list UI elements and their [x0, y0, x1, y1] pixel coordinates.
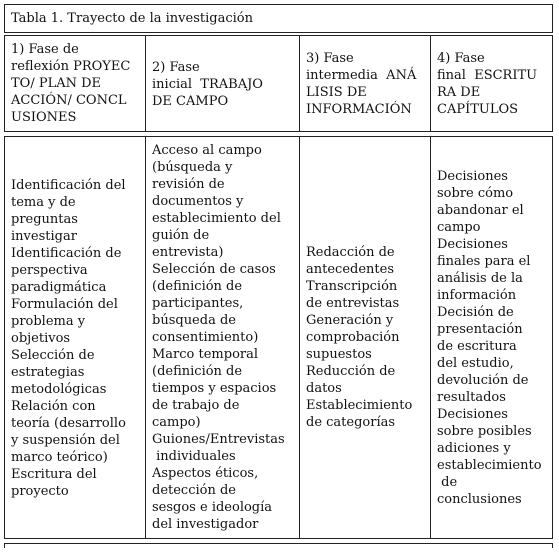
- body-line: guión de: [152, 228, 210, 243]
- body-line: Redacción de: [306, 245, 395, 260]
- header-line: inicial TRABAJO: [152, 77, 263, 92]
- header-line: DE CAMPO: [152, 94, 229, 109]
- body-line: del estudio,: [437, 356, 514, 371]
- phases-table: [4, 35, 553, 548]
- body-line: tema y de: [11, 195, 76, 210]
- body-line: Formulación del: [11, 297, 118, 312]
- body-line: datos: [306, 381, 342, 396]
- body-line: resultados: [437, 390, 506, 405]
- header-text-phase-2: [152, 59, 295, 110]
- body-line: sesgos e ideología: [152, 500, 273, 515]
- body-line: Guiones/Entrevistas: [152, 432, 285, 447]
- body-line: Identificación del: [11, 178, 126, 193]
- body-line: conclusiones: [437, 492, 522, 507]
- header-line: INFORMACIÓN: [306, 102, 412, 117]
- body-line: entrevista): [152, 245, 224, 260]
- table-figure: [4, 4, 553, 548]
- body-line: marco teórico): [11, 450, 108, 465]
- body-text-phase-1: [11, 177, 141, 500]
- body-line: campo: [437, 220, 481, 235]
- body-line: Selección de casos: [152, 262, 276, 277]
- body-line: devolución de: [437, 373, 529, 388]
- footer-spacer-row: [4, 543, 553, 548]
- body-line: de entrevistas: [306, 296, 400, 311]
- body-line: Selección de: [11, 348, 95, 363]
- body-line: paradigmática: [11, 280, 107, 295]
- body-line: Aspectos éticos,: [152, 466, 259, 481]
- body-line: Marco temporal: [152, 347, 259, 362]
- body-cell-phase-1: [4, 136, 146, 539]
- body-line: Reducción de: [306, 364, 396, 379]
- header-line: 2) Fase: [152, 60, 200, 75]
- body-line: análisis de la: [437, 271, 523, 286]
- body-line: información: [437, 288, 517, 303]
- body-line: Escritura del: [11, 467, 97, 482]
- body-line: consentimiento): [152, 330, 259, 345]
- body-line: individuales: [152, 449, 236, 464]
- body-line: antecedentes: [306, 262, 394, 277]
- body-line: Relación con: [11, 399, 96, 414]
- body-line: comprobación: [306, 330, 400, 345]
- body-line: proyecto: [11, 484, 69, 499]
- header-line: LISIS DE: [306, 85, 367, 100]
- body-line: Decisiones: [437, 237, 508, 252]
- body-line: (definición de: [152, 364, 243, 379]
- body-line: teoría (desarrollo: [11, 416, 126, 431]
- body-line: Generación y: [306, 313, 394, 328]
- body-line: de trabajo de: [152, 398, 240, 413]
- header-line: TO/ PLAN DE: [11, 76, 102, 91]
- body-line: (búsqueda y: [152, 160, 233, 175]
- body-line: de: [437, 475, 458, 490]
- body-line: problema y: [11, 314, 86, 329]
- body-line: revisión de: [152, 177, 225, 192]
- header-cell-phase-1: [4, 35, 146, 132]
- body-text-phase-4: [437, 168, 548, 508]
- body-line: objetivos: [11, 331, 71, 346]
- body-line: participantes,: [152, 296, 244, 311]
- header-line: 1) Fase de: [11, 42, 79, 57]
- header-line: final ESCRITU: [437, 68, 538, 83]
- body-line: abandonar el: [437, 203, 524, 218]
- body-line: Identificación de: [11, 246, 122, 261]
- body-line: Decisión de: [437, 305, 514, 320]
- body-line: investigar: [11, 229, 77, 244]
- header-text-phase-1: [11, 41, 141, 126]
- table-caption-box: [4, 4, 553, 33]
- body-line: sobre posibles: [437, 424, 532, 439]
- body-line: del investigador: [152, 517, 259, 532]
- body-line: Acceso al campo: [152, 143, 262, 158]
- body-line: preguntas: [11, 212, 78, 227]
- body-line: campo): [152, 415, 201, 430]
- body-line: (definición de: [152, 279, 243, 294]
- header-line: RA DE: [437, 85, 481, 100]
- header-cell-phase-3: [299, 35, 431, 132]
- body-line: Decisiones: [437, 169, 508, 184]
- header-line: 3) Fase: [306, 51, 354, 66]
- body-line: de escritura: [437, 339, 517, 354]
- body-cell-phase-2: [145, 136, 300, 539]
- header-cell-phase-4: [430, 35, 553, 132]
- body-line: documentos y: [152, 194, 244, 209]
- body-line: Decisiones: [437, 407, 508, 422]
- table-title: Tabla 1. Trayecto de la investigación: [11, 11, 253, 26]
- header-cell-phase-2: [145, 35, 300, 132]
- body-line: Establecimiento: [306, 398, 413, 413]
- body-line: perspectiva: [11, 263, 88, 278]
- header-line: reflexión PROYEC: [11, 59, 131, 74]
- body-text-phase-2: [152, 142, 295, 533]
- body-line: finales para el: [437, 254, 531, 269]
- body-line: sobre cómo: [437, 186, 514, 201]
- body-line: supuestos: [306, 347, 372, 362]
- body-line: búsqueda de: [152, 313, 236, 328]
- header-line: USIONES: [11, 110, 77, 125]
- header-text-phase-3: [306, 50, 426, 118]
- body-cell-phase-4: [430, 136, 553, 539]
- body-line: detección de: [152, 483, 236, 498]
- body-line: adiciones y: [437, 441, 511, 456]
- header-line: ACCIÓN/ CONCL: [11, 93, 127, 108]
- header-line: intermedia ANÁ: [306, 68, 417, 83]
- header-line: 4) Fase: [437, 51, 485, 66]
- header-line: CAPÍTULOS: [437, 102, 519, 117]
- body-line: estrategias: [11, 365, 85, 380]
- header-text-phase-4: [437, 50, 548, 118]
- body-line: metodológicas: [11, 382, 107, 397]
- body-line: establecimiento: [437, 458, 542, 473]
- body-line: Transcripción: [306, 279, 398, 294]
- body-line: presentación: [437, 322, 523, 337]
- body-line: de categorías: [306, 415, 396, 430]
- body-line: y suspensión del: [11, 433, 120, 448]
- body-cell-phase-3: [299, 136, 431, 539]
- body-line: establecimiento del: [152, 211, 281, 226]
- body-text-phase-3: [306, 244, 426, 431]
- body-line: tiempos y espacios: [152, 381, 277, 396]
